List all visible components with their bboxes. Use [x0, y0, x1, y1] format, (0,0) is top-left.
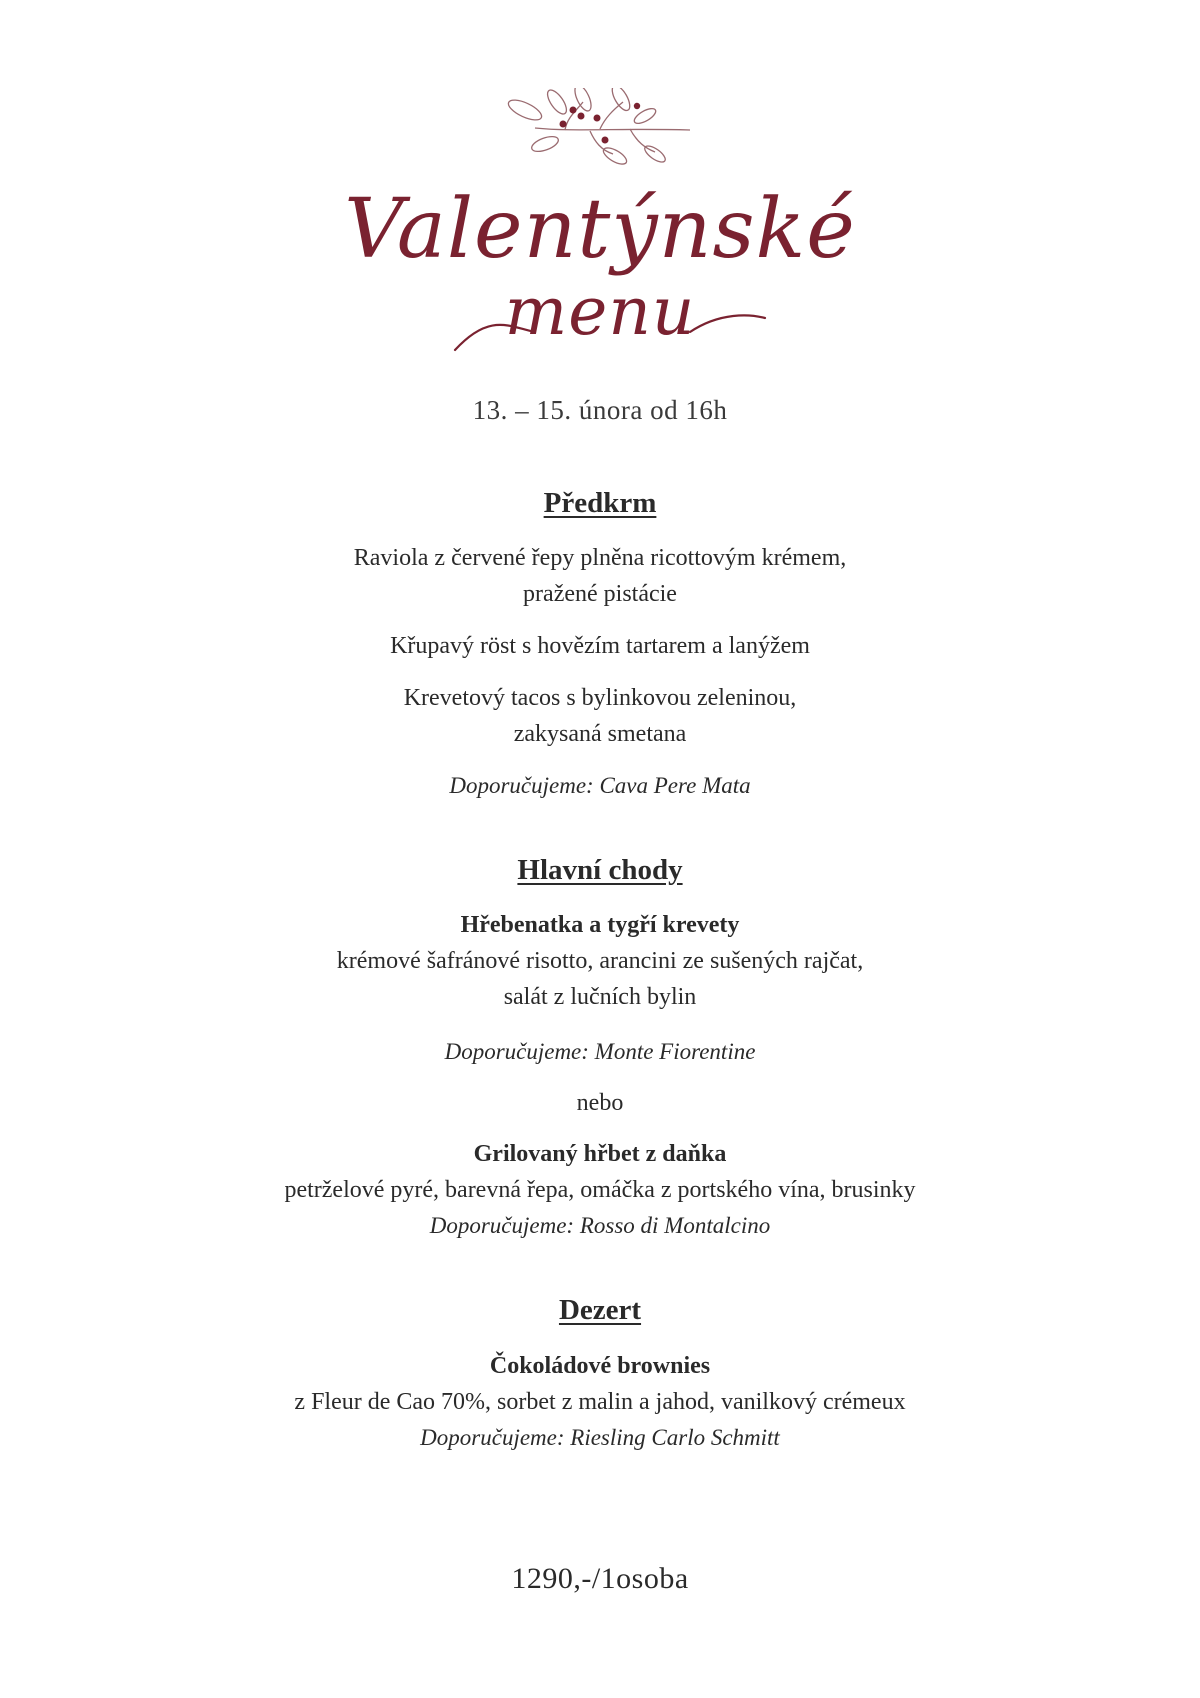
menu-title-line1: Valentýnské	[344, 182, 856, 277]
starter-item1-line1: Raviola z červené řepy plněna ricottovým krémem,	[353, 545, 847, 571]
starter-item3-line2: zakysaná smetana	[513, 721, 687, 747]
mains-dish1-line1: krémové šafránové risotto, arancini ze sušených rajčat,	[336, 948, 864, 974]
mains-dish1-name: Hřebenatka a tygří krevety	[460, 912, 740, 938]
menu-title-line2: menu	[504, 273, 696, 350]
mains-dish2-name: Grilovaný hřbet z daňka	[473, 1141, 727, 1167]
starter-item3-line1: Krevetový tacos s bylinkovou zeleninou,	[403, 685, 797, 711]
leaf-sprig-icon	[505, 88, 695, 180]
section-heading-mains: Hlavní chody	[517, 854, 683, 886]
mains-dish2-line1: petrželové pyré, barevná řepa, omáčka z portského vína, brusinky	[284, 1177, 916, 1203]
dessert-recommendation: Doporučujeme: Riesling Carlo Schmitt	[420, 1425, 780, 1450]
starter-item1-line2: pražené pistácie	[523, 581, 677, 607]
mains-dish1-line2: salát z lučních bylin	[503, 984, 697, 1010]
dessert-name: Čokoládové brownies	[489, 1353, 711, 1379]
mains-or: nebo	[576, 1090, 624, 1116]
section-heading-dessert: Dezert	[558, 1294, 642, 1326]
starter-recommendation: Doporučujeme: Cava Pere Mata	[449, 773, 751, 798]
mains-dish1-recommendation: Doporučujeme: Monte Fiorentine	[444, 1039, 756, 1064]
section-heading-starter: Předkrm	[543, 487, 657, 519]
date-range: 13. – 15. února od 16h	[472, 395, 728, 425]
mains-dish2-recommendation: Doporučujeme: Rosso di Montalcino	[429, 1213, 771, 1238]
dessert-line1: z Fleur de Cao 70%, sorbet z malin a jahod, vanilkový crémeux	[294, 1389, 906, 1415]
price: 1290,-/1osoba	[511, 1562, 689, 1595]
starter-item2: Křupavý röst s hovězím tartarem a lanýžem	[390, 633, 810, 659]
